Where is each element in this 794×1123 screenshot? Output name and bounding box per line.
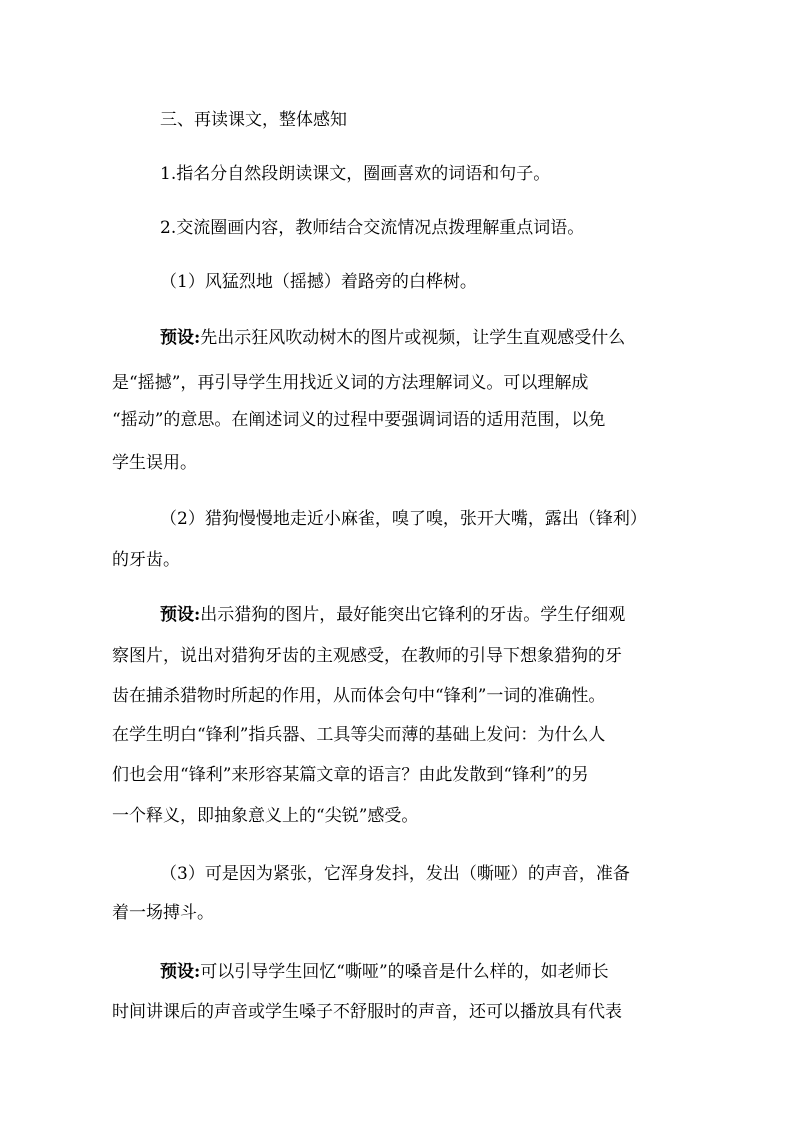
- preset-label: 预设:: [160, 962, 201, 982]
- sub-item-2-line-1: （2）猎狗慢慢地走近小麻雀，嗅了嗅，张开大嘴，露出（锋利）: [160, 509, 647, 529]
- sub-item-3-line-1: （3）可是因为紧张，它浑身发抖，发出（嘶哑）的声音，准备: [160, 864, 630, 884]
- preset-label: 预设:: [160, 605, 201, 625]
- preset-text: 可以引导学生回忆“嘶哑”的嗓音是什么样的，如老师长: [200, 962, 609, 982]
- preset-paragraph-1-line-1: [160, 328, 625, 348]
- preset-text: 出示猎狗的图片，最好能突出它锋利的牙齿。学生仔细观: [200, 605, 626, 625]
- preset-paragraph-2-line-2: 察图片，说出对猎狗牙齿的主观感受，在教师的引导下想象猎狗的牙: [112, 646, 622, 666]
- preset-paragraph-1-line-2: 是“摇撼”，再引导学生用找近义词的方法理解词义。可以理解成: [112, 373, 589, 393]
- preset-paragraph-2-line-1: [160, 605, 625, 625]
- section-heading: 三、再读课文，整体感知: [160, 110, 347, 130]
- preset-paragraph-2-line-6: 一个释义，即抽象意义上的“尖锐”感受。: [112, 806, 419, 826]
- list-item-2: 2.交流圈画内容，教师结合交流情况点拨理解重点词语。: [160, 218, 585, 238]
- preset-paragraph-2-line-5: 们也会用“锋利”来形容某篇文章的语言？由此发散到“锋利”的另: [112, 765, 589, 785]
- list-item-1: 1.指名分自然段朗读课文，圈画喜欢的词语和句子。: [160, 164, 551, 184]
- preset-paragraph-1-line-3: “摇动”的意思。在阐述词义的过程中要强调词语的适用范围，以免: [112, 410, 606, 430]
- sub-item-1: （1）风猛烈地（摇撼）着路旁的白桦树。: [160, 272, 477, 292]
- sub-item-2-line-2: 的牙齿。: [112, 550, 180, 570]
- preset-paragraph-3-line-1: [160, 962, 609, 982]
- preset-label: 预设:: [160, 328, 201, 348]
- preset-paragraph-2-line-3: 齿在捕杀猎物时所起的作用，从而体会句中“锋利”一词的准确性。: [112, 686, 606, 706]
- preset-paragraph-1-line-4: 学生误用。: [112, 453, 197, 473]
- preset-text: 先出示狂风吹动树木的图片或视频，让学生直观感受什么: [200, 328, 626, 348]
- preset-paragraph-3-line-2: 时间讲课后的声音或学生嗓子不舒服时的声音，还可以播放具有代表: [112, 1002, 622, 1022]
- sub-item-3-line-2: 着一场搏斗。: [112, 903, 214, 923]
- preset-paragraph-2-line-4: 在学生明白“锋利”指兵器、工具等尖而薄的基础上发问：为什么人: [112, 725, 606, 745]
